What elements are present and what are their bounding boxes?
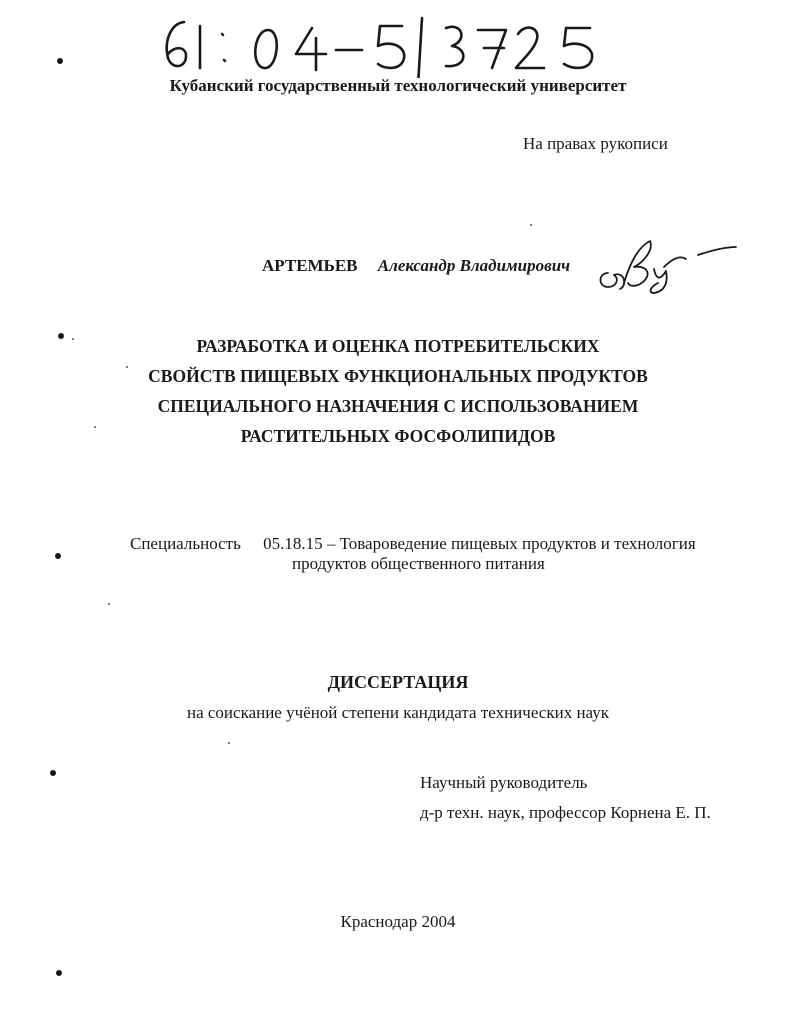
scan-speck bbox=[126, 366, 128, 368]
handwritten-archive-number bbox=[150, 8, 620, 78]
title-line: СПЕЦИАЛЬНОГО НАЗНАЧЕНИЯ С ИСПОЛЬЗОВАНИЕМ bbox=[157, 396, 639, 416]
title-line: СВОЙСТВ ПИЩЕВЫХ ФУНКЦИОНАЛЬНЫХ ПРОДУКТОВ bbox=[148, 366, 648, 386]
scan-speck bbox=[72, 338, 74, 340]
document-type: ДИССЕРТАЦИЯ bbox=[327, 672, 469, 692]
title-line: РАСТИТЕЛЬНЫХ ФОСФОЛИПИДОВ bbox=[240, 426, 556, 446]
punch-mark bbox=[56, 970, 62, 976]
author-given-names: Александр Владимирович bbox=[377, 256, 571, 275]
scan-speck bbox=[530, 224, 532, 226]
punch-mark bbox=[50, 770, 56, 776]
author-line bbox=[262, 256, 570, 276]
specialty-continuation: продуктов общественного питания bbox=[292, 554, 545, 573]
punch-mark bbox=[55, 553, 61, 559]
title-line: РАЗРАБОТКА И ОЦЕНКА ПОТРЕБИТЕЛЬСКИХ bbox=[196, 336, 600, 356]
city-year: Краснодар 2004 bbox=[340, 912, 456, 931]
supervisor-name: д-р техн. наук, профессор Корнена Е. П. bbox=[420, 803, 711, 822]
university-name: Кубанский государственный технологический университет bbox=[169, 76, 627, 95]
scan-speck bbox=[108, 603, 110, 605]
scan-speck bbox=[94, 426, 96, 428]
dissertation-title bbox=[0, 331, 796, 451]
supervisor-label: Научный руководитель bbox=[420, 773, 588, 792]
punch-mark bbox=[58, 333, 64, 339]
manuscript-note: На правах рукописи bbox=[523, 134, 668, 153]
scan-speck bbox=[228, 742, 230, 744]
author-signature bbox=[594, 233, 739, 295]
degree-line: на соискание учёной степени кандидата технических наук bbox=[186, 703, 609, 722]
punch-mark bbox=[57, 58, 63, 64]
author-surname: АРТЕМЬЕВ bbox=[262, 256, 358, 275]
specialty-code: 05.18.15 – Товароведение пищевых продуктов и технология bbox=[263, 534, 696, 553]
specialty-line bbox=[130, 534, 696, 554]
specialty-label: Специальность bbox=[130, 534, 241, 553]
